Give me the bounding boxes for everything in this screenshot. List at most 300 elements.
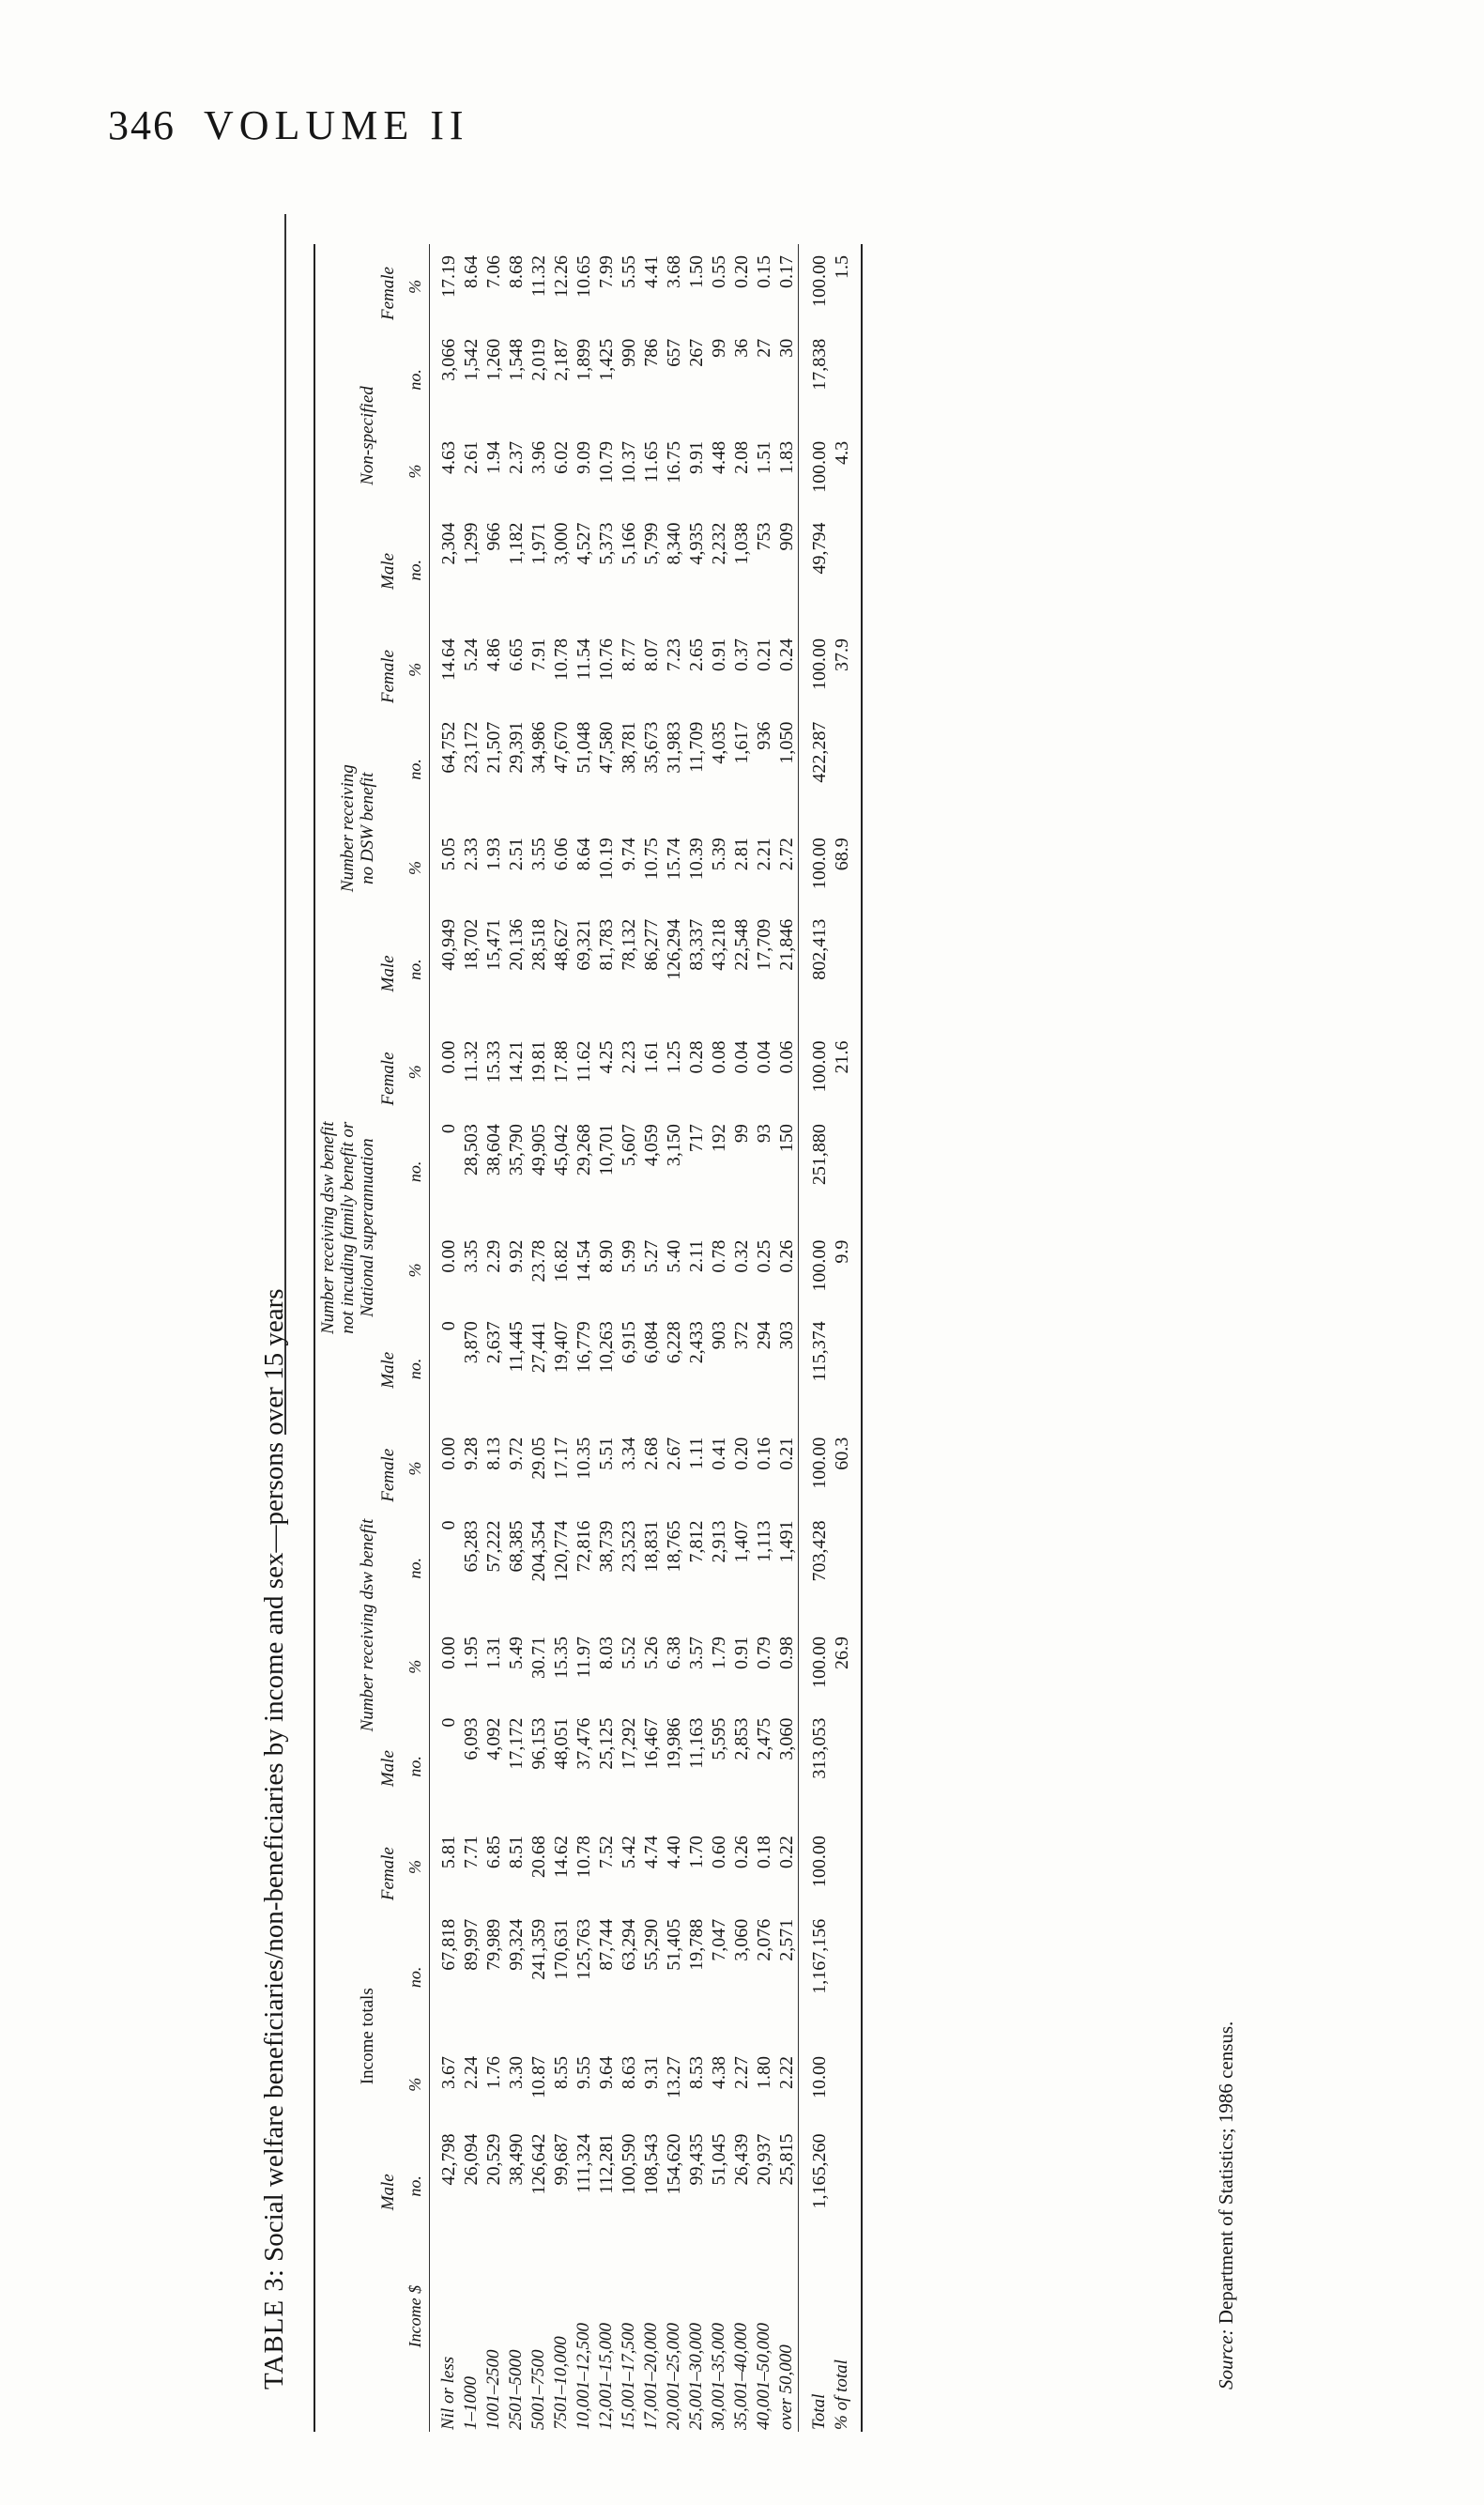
cell-percent: 5.24 [461, 638, 482, 671]
cell-count [831, 910, 853, 1030]
cell-percent: 0.00 [438, 1437, 459, 1470]
cell-percent: 0.91 [709, 638, 729, 671]
cell-percent: 4.41 [641, 255, 662, 288]
cell-count: 2,637 [483, 1321, 504, 1364]
cell-count [831, 513, 853, 627]
cell-count: 1,617 [731, 721, 752, 764]
cell-percent: 5.99 [619, 1239, 639, 1273]
cell-percent: 3.30 [506, 2056, 527, 2089]
group-header-receiving-dsw-excl: Number receiving dsw benefit not incuding family benefit or National superannuation [318, 1121, 377, 1335]
cell-count: 49,794 [809, 522, 830, 575]
bottom-rule [853, 244, 862, 2432]
cell-percent: 5.27 [641, 1239, 662, 1273]
cell-count: 1,165,260 [809, 2133, 830, 2209]
cell-count: 81,783 [596, 918, 617, 971]
cell-count: 8,340 [664, 522, 684, 565]
group-header-no-dsw: Number receiving no DSW benefit [338, 764, 377, 893]
row-label: Nil or less [438, 2356, 458, 2430]
cell-count: 1,182 [506, 522, 527, 565]
cell-count: 703,428 [809, 1520, 830, 1582]
cell-percent: 2.81 [731, 838, 752, 871]
cell-count: 25,815 [776, 2133, 797, 2186]
table-row [730, 244, 753, 2432]
cell-count: 313,053 [809, 1717, 830, 1779]
cell-count: 47,580 [596, 721, 617, 774]
cell-count: 26,094 [461, 2133, 482, 2186]
cell-count: 111,324 [574, 2133, 594, 2193]
cell-count: 67,818 [438, 1918, 459, 1971]
table-row [618, 244, 640, 2432]
cell-count: 27 [754, 338, 774, 358]
cell-count: 753 [754, 522, 774, 551]
table-row [573, 244, 595, 2432]
cell-percent: 3.55 [528, 838, 549, 871]
cell-count: 3,066 [438, 338, 459, 381]
cell-percent: 2.65 [686, 638, 707, 671]
cell-count [831, 1709, 853, 1825]
cell-count: 150 [776, 1124, 797, 1153]
cell-percent: 10.39 [686, 838, 707, 881]
row-label: 5001–7500 [528, 2349, 548, 2430]
row-label: % of total [832, 2359, 851, 2430]
cell-percent: 10.00 [809, 2056, 830, 2098]
cell-count: 241,359 [528, 1918, 549, 1980]
cell-count: 6,084 [641, 1321, 662, 1364]
cell-percent: 9.74 [619, 838, 639, 871]
cell-percent: 2.21 [754, 838, 774, 871]
cell-count: 51,405 [664, 1918, 684, 1971]
cell-percent: 10.78 [574, 1836, 594, 1879]
cell-count: 100,590 [619, 2133, 639, 2195]
cell-percent: 3.96 [528, 440, 549, 474]
cell-percent: 4.25 [596, 1040, 617, 1074]
cell-percent: 1.76 [483, 2056, 504, 2089]
cell-count: 17,292 [619, 1717, 639, 1770]
cell-percent: 1.79 [709, 1636, 729, 1669]
cell-count: 1,491 [776, 1520, 797, 1563]
col-label-no: no. [405, 1557, 424, 1579]
cell-count: 1,299 [461, 522, 482, 565]
cell-count [831, 713, 853, 827]
cell-percent: 60.3 [832, 1437, 852, 1470]
cell-count: 16,779 [574, 1321, 594, 1374]
cell-count: 1,050 [776, 721, 797, 764]
cell-percent: 1.70 [686, 1836, 707, 1869]
cell-percent: 0.04 [754, 1040, 774, 1074]
cell-count: 22,548 [731, 918, 752, 971]
cell-count: 35,790 [506, 1124, 527, 1176]
row-label: 1001–2500 [483, 2349, 503, 2430]
percent-of-total-row [831, 244, 853, 2432]
cell-percent: 8.77 [619, 638, 639, 671]
cell-count [831, 1312, 853, 1426]
cell-percent: 10.75 [641, 838, 662, 881]
table-row [595, 244, 618, 2432]
cell-count [831, 1114, 853, 1229]
cell-percent: 0.00 [438, 1636, 459, 1669]
cell-percent: 10.19 [596, 838, 617, 881]
cell-count: 4,935 [686, 522, 707, 565]
table-row [685, 244, 708, 2432]
cell-percent: 1.93 [483, 838, 504, 871]
cell-percent: 8.53 [686, 2056, 707, 2089]
cell-percent: 0.00 [438, 1239, 459, 1273]
sex-label-male: Male [378, 1750, 398, 1788]
sex-label-female: Female [378, 1052, 398, 1106]
cell-count [831, 1511, 853, 1625]
col-label-no: no. [405, 1160, 424, 1183]
sex-label-female: Female [378, 1448, 398, 1502]
cell-percent: 11.32 [461, 1040, 482, 1083]
source-note [1215, 2021, 1238, 2390]
cell-percent: 1.11 [686, 1437, 707, 1470]
cell-percent: 8.63 [619, 2056, 639, 2089]
cell-count: 1,038 [731, 522, 752, 565]
col-label-no: no. [405, 1966, 424, 1989]
cell-count: 99,324 [506, 1918, 527, 1971]
cell-count: 21,846 [776, 918, 797, 971]
cell-percent: 29.05 [528, 1437, 549, 1480]
cell-count: 657 [664, 338, 684, 367]
col-label-no: no. [405, 1358, 424, 1380]
cell-percent: 8.64 [574, 838, 594, 871]
cell-count: 38,781 [619, 721, 639, 774]
cell-percent: 0.37 [731, 638, 752, 671]
row-label: 30,001–35,000 [709, 2323, 728, 2430]
cell-percent: 10.78 [551, 638, 572, 681]
cell-count: 28,503 [461, 1124, 482, 1176]
data-table [314, 244, 863, 2432]
cell-count: 38,739 [596, 1520, 617, 1573]
cell-percent: 3.34 [619, 1437, 639, 1470]
cell-percent: 6.38 [664, 1636, 684, 1669]
cell-percent: 16.82 [551, 1239, 572, 1283]
cell-percent: 0.41 [709, 1437, 729, 1470]
cell-percent: 7.71 [461, 1836, 482, 1869]
cell-count: 15,471 [483, 918, 504, 971]
row-label: 12,001–15,000 [596, 2323, 616, 2430]
cell-percent: 0.21 [754, 638, 774, 671]
cell-percent: 0.20 [731, 255, 752, 288]
cell-count [831, 2124, 853, 2248]
cell-count: 192 [709, 1124, 729, 1153]
cell-percent: 0.91 [731, 1636, 752, 1669]
cell-count: 903 [709, 1321, 729, 1350]
table-row [505, 244, 528, 2432]
cell-percent: 2.37 [506, 440, 527, 474]
cell-count: 29,391 [506, 721, 527, 774]
table-row [460, 244, 482, 2432]
cell-percent: 11.32 [528, 255, 549, 298]
sex-label-female: Female [378, 267, 398, 320]
cell-count: 267 [686, 338, 707, 367]
cell-percent: 14.21 [506, 1040, 527, 1083]
cell-percent: 0.21 [776, 1437, 797, 1470]
cell-percent: 6.06 [551, 838, 572, 871]
cell-percent: 100.00 [809, 1437, 830, 1489]
cell-count: 86,277 [641, 918, 662, 971]
cell-percent: 10.79 [596, 440, 617, 484]
cell-count: 5,799 [641, 522, 662, 565]
cell-percent: 1.31 [483, 1636, 504, 1669]
cell-percent: 0.60 [709, 1836, 729, 1869]
cell-percent: 0.98 [776, 1636, 797, 1669]
row-label: 20,001–25,000 [664, 2323, 683, 2430]
cell-count: 5,166 [619, 522, 639, 565]
cell-count: 3,870 [461, 1321, 482, 1364]
cell-count: 99,435 [686, 2133, 707, 2186]
cell-percent: 10.37 [619, 440, 639, 484]
cell-count: 6,228 [664, 1321, 684, 1364]
cell-percent: 2.61 [461, 440, 482, 474]
cell-count: 2,433 [686, 1321, 707, 1364]
cell-percent: 2.08 [731, 440, 752, 474]
cell-percent: 5.26 [641, 1636, 662, 1669]
group-header-row [318, 244, 377, 2432]
cell-percent: 100.00 [809, 1239, 830, 1292]
cell-count: 6,093 [461, 1717, 482, 1760]
cell-percent: 2.33 [461, 838, 482, 871]
cell-count: 30 [776, 338, 797, 358]
cell-count: 20,136 [506, 918, 527, 971]
cell-percent: 8.55 [551, 2056, 572, 2089]
cell-percent: 8.90 [596, 1239, 617, 1273]
col-label-pct: % [405, 1461, 424, 1476]
cell-count [831, 330, 853, 430]
cell-count: 72,816 [574, 1520, 594, 1573]
cell-percent: 0.26 [776, 1239, 797, 1273]
col-label-no: no. [405, 1756, 424, 1777]
cell-count: 64,752 [438, 721, 459, 774]
cell-percent: 0.25 [754, 1239, 774, 1273]
cell-count: 1,542 [461, 338, 482, 381]
cell-count: 11,709 [686, 721, 707, 773]
cell-count: 45,042 [551, 1124, 572, 1176]
cell-count: 18,765 [664, 1520, 684, 1573]
col-label-no: no. [405, 2175, 424, 2197]
cell-count: 0 [438, 1124, 459, 1134]
cell-percent: 6.85 [483, 1836, 504, 1869]
cell-percent: 8.51 [506, 1836, 527, 1869]
cell-count: 83,337 [686, 918, 707, 971]
table-label: TABLE 3: [259, 2268, 289, 2390]
cell-count: 55,290 [641, 1918, 662, 1971]
cell-percent [831, 1824, 853, 1910]
table-caption [261, 1288, 288, 2390]
cell-percent: 100.00 [809, 1636, 830, 1688]
cell-percent: 5.40 [664, 1239, 684, 1273]
col-label-pct: % [405, 1065, 424, 1080]
cell-percent: 5.05 [438, 838, 459, 871]
totals-rule [799, 244, 809, 2432]
col-label-pct: % [405, 2077, 424, 2092]
cell-percent: 0.55 [709, 255, 729, 288]
cell-count: 3,000 [551, 522, 572, 565]
row-label: 35,001–40,000 [731, 2323, 751, 2430]
cell-count: 35,673 [641, 721, 662, 774]
cell-count: 786 [641, 338, 662, 367]
cell-percent: 11.97 [574, 1636, 594, 1679]
table-row [430, 244, 461, 2432]
cell-count: 115,374 [809, 1321, 830, 1382]
cell-count: 1,167,156 [809, 1918, 830, 1994]
cell-count: 1,407 [731, 1520, 752, 1563]
table-row [663, 244, 685, 2432]
cell-count: 99 [731, 1124, 752, 1144]
cell-count: 19,407 [551, 1321, 572, 1374]
cell-percent: 0.00 [438, 1040, 459, 1074]
cell-count: 7,812 [686, 1520, 707, 1563]
cell-percent: 1.83 [776, 440, 797, 474]
cell-percent: 11.65 [641, 440, 662, 484]
cell-count: 1,971 [528, 522, 549, 565]
running-head [108, 102, 469, 148]
cell-percent: 1.80 [754, 2056, 774, 2089]
cell-count: 717 [686, 1124, 707, 1153]
cell-percent: 2.11 [686, 1239, 707, 1272]
cell-count: 990 [619, 338, 639, 367]
cell-count: 20,937 [754, 2133, 774, 2186]
table-row [775, 244, 799, 2432]
cell-percent: 9.9 [832, 1239, 852, 1264]
cell-count: 65,283 [461, 1520, 482, 1573]
cell-count: 23,172 [461, 721, 482, 774]
cell-count: 16,467 [641, 1717, 662, 1770]
cell-percent: 4.63 [438, 440, 459, 474]
cell-count: 19,788 [686, 1918, 707, 1971]
table-totals [799, 244, 863, 2432]
cell-count: 57,222 [483, 1520, 504, 1573]
row-label: 17,001–20,000 [641, 2323, 661, 2430]
cell-percent: 2.72 [776, 838, 797, 871]
cell-count: 2,019 [528, 338, 549, 381]
cell-count: 96,153 [528, 1717, 549, 1770]
cell-count: 1,899 [574, 338, 594, 381]
row-label: 15,001–17,500 [619, 2323, 638, 2430]
cell-percent: 100.00 [809, 638, 830, 690]
table-title: Social welfare beneficiaries/non-beneficiaries by income and sex—persons over 15 years [259, 1288, 289, 2262]
cell-count: 294 [754, 1321, 774, 1350]
cell-count: 936 [754, 721, 774, 750]
cell-count: 87,744 [596, 1918, 617, 1971]
cell-count: 154,620 [664, 2133, 684, 2195]
cell-count: 303 [776, 1321, 797, 1350]
cell-count: 1,260 [483, 338, 504, 381]
cell-count: 126,294 [664, 918, 684, 980]
cell-count: 42,798 [438, 2133, 459, 2186]
running-head-title: VOLUME II [204, 102, 469, 148]
cell-count: 51,045 [709, 2133, 729, 2186]
col-label-no: no. [405, 369, 424, 391]
col-label-pct: % [405, 860, 424, 875]
cell-percent: 100.00 [809, 838, 830, 890]
cell-percent: 1.50 [686, 255, 707, 288]
table-row [640, 244, 663, 2432]
cell-count: 51,048 [574, 721, 594, 774]
cell-count: 49,905 [528, 1124, 549, 1176]
cell-percent: 2.27 [731, 2056, 752, 2089]
cell-percent: 0.24 [776, 638, 797, 671]
cell-count: 47,670 [551, 721, 572, 774]
cell-percent [831, 2045, 853, 2124]
cell-count: 27,441 [528, 1321, 549, 1374]
cell-percent: 1.51 [754, 440, 774, 474]
cell-count: 31,983 [664, 721, 684, 774]
cell-count: 3,060 [731, 1918, 752, 1961]
cell-percent: 6.02 [551, 440, 572, 474]
source-text: Department of Statistics; 1986 census. [1215, 2021, 1237, 2325]
cell-percent: 1.94 [483, 440, 504, 474]
row-label: 7501–10,000 [551, 2336, 571, 2430]
cell-count: 99,687 [551, 2133, 572, 2186]
cell-count: 10,263 [596, 1321, 617, 1374]
cell-percent: 0.18 [754, 1836, 774, 1869]
cell-percent: 1.25 [664, 1040, 684, 1074]
cell-percent: 10.76 [596, 638, 617, 681]
cell-percent: 37.9 [832, 638, 852, 671]
cell-count: 28,518 [528, 918, 549, 971]
source-label: Source: [1215, 2328, 1237, 2390]
cell-percent: 4.48 [709, 440, 729, 474]
cell-percent: 8.03 [596, 1636, 617, 1669]
cell-count: 7,047 [709, 1918, 729, 1961]
cell-count: 2,232 [709, 522, 729, 565]
cell-percent: 6.65 [506, 638, 527, 671]
cell-count: 38,490 [506, 2133, 527, 2186]
cell-count: 23,523 [619, 1520, 639, 1573]
cell-count: 1,548 [506, 338, 527, 381]
cell-count: 48,627 [551, 918, 572, 971]
cell-count: 20,529 [483, 2133, 504, 2186]
cell-count: 79,989 [483, 1918, 504, 1971]
row-label: Total [809, 2393, 829, 2430]
cell-count: 36 [731, 338, 752, 358]
cell-count: 2,187 [551, 338, 572, 381]
cell-count: 38,604 [483, 1124, 504, 1176]
col-label-pct: % [405, 662, 424, 677]
cell-percent: 9.31 [641, 2056, 662, 2089]
table-row [482, 244, 505, 2432]
cell-percent: 4.74 [641, 1836, 662, 1869]
cell-percent: 0.79 [754, 1636, 774, 1669]
cell-percent: 4.86 [483, 638, 504, 671]
group-header-non-specified: Non-specified [358, 386, 377, 485]
cell-percent: 0.32 [731, 1239, 752, 1273]
cell-percent: 23.78 [528, 1239, 549, 1283]
cell-count: 29,268 [574, 1124, 594, 1176]
cell-percent: 0.28 [686, 1040, 707, 1074]
page-number: 346 [108, 102, 176, 148]
cell-count: 251,880 [809, 1124, 830, 1186]
cell-percent: 0.08 [709, 1040, 729, 1074]
table-row [753, 244, 775, 2432]
sex-label-female: Female [378, 1847, 398, 1901]
cell-percent: 8.07 [641, 638, 662, 671]
cell-count: 78,132 [619, 918, 639, 971]
cell-count: 2,304 [438, 522, 459, 565]
cell-count: 422,287 [809, 721, 830, 783]
cell-percent: 7.91 [528, 638, 549, 671]
cell-percent: 9.64 [596, 2056, 617, 2089]
cell-percent: 15.35 [551, 1636, 572, 1679]
cell-percent: 8.64 [461, 255, 482, 288]
cell-percent: 8.13 [483, 1437, 504, 1470]
cell-count: 18,831 [641, 1520, 662, 1573]
cell-count: 2,853 [731, 1717, 752, 1760]
cell-count: 89,997 [461, 1918, 482, 1971]
cell-percent: 5.39 [709, 838, 729, 871]
sex-header-row [377, 244, 400, 2432]
